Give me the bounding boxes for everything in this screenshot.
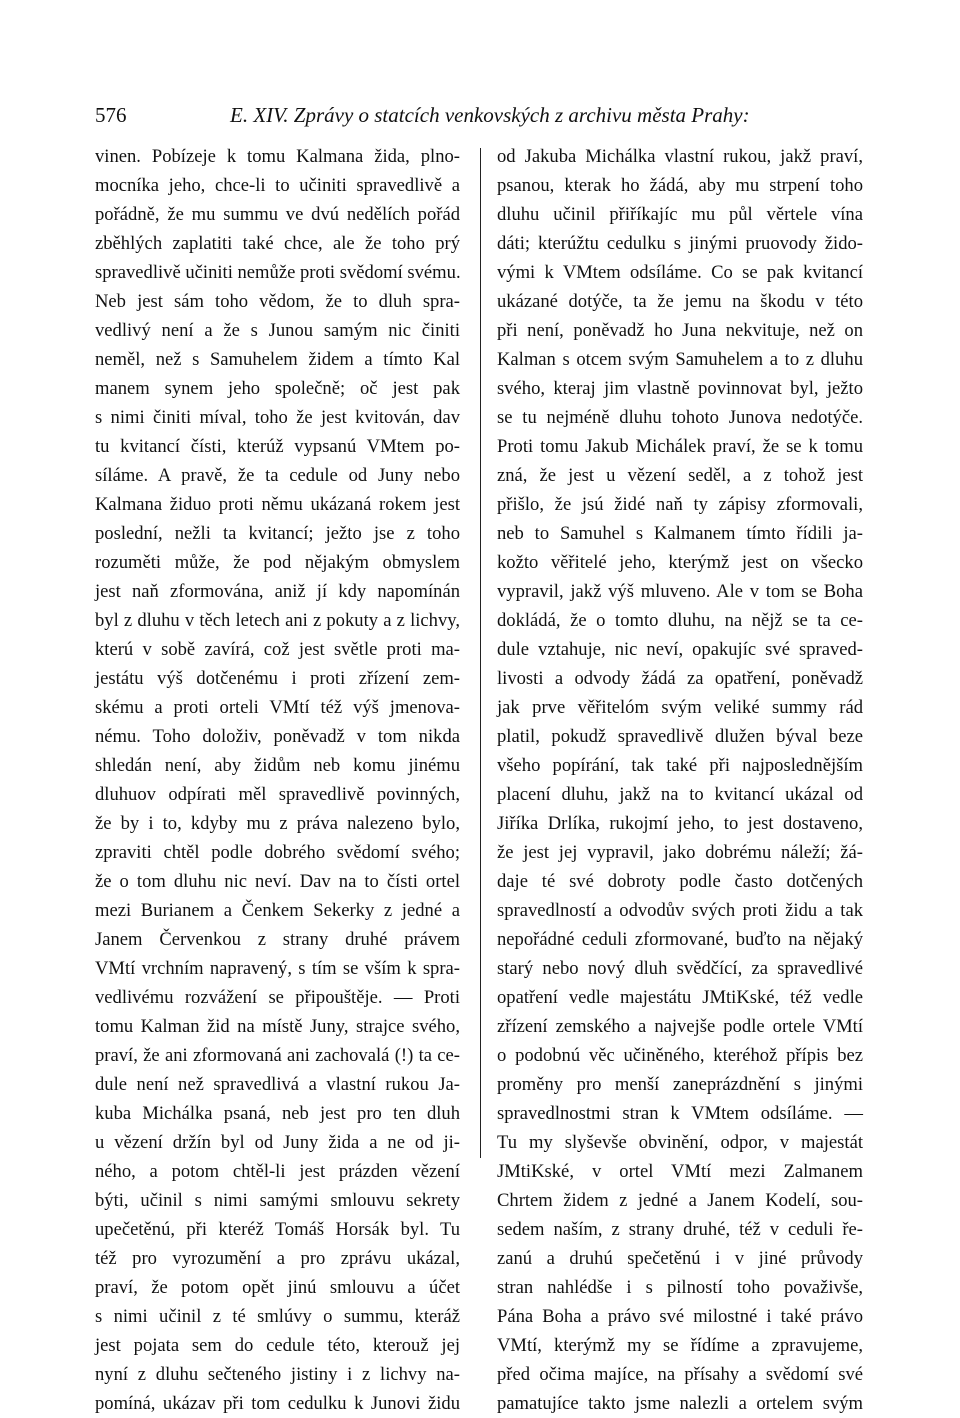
- text-line: Kalmana židuo proti němu ukázaná rokem jest: [95, 494, 460, 515]
- text-line: nyní z dluhu sečteného jistiny i z lichvy na-: [95, 1364, 460, 1385]
- text-line: neměl, než s Samuhelem židem a tímto Kal: [95, 349, 460, 370]
- text-line: poslední, nežli ta kvitancí; ježto jse z toho: [95, 523, 460, 544]
- text-line: vinen. Pobízeje k tomu Kalmana žida, plno-: [95, 146, 460, 167]
- text-line: že by i to, kdyby mu z práva nalezeno bylo,: [95, 813, 460, 834]
- text-line: jak prve věřitelóm svým veliké summy rád: [497, 697, 863, 718]
- text-line: proměny pro menší zaneprázdnění s jinými: [497, 1074, 863, 1095]
- text-line: nepořádné ceduli zformované, buďto na nějaký: [497, 929, 863, 950]
- text-line: vými k VMtem odsíláme. Co se pak kvitancí: [497, 262, 863, 283]
- text-line: s nimi učinil z té smlúvy o summu, kteráž: [95, 1306, 460, 1327]
- text-line: všeho popírání, tak také při najposlednějším: [497, 755, 863, 776]
- text-line: praví, že ani zformovaná ani zachovalá (!) ta ce-: [95, 1045, 460, 1066]
- column-divider: [480, 148, 481, 1158]
- text-line: spravedlivě učiniti nemůže proti svědomí svému.: [95, 262, 461, 283]
- text-line: skému a proti orteli VMtí též výš jmenova-: [95, 697, 460, 718]
- text-line: tu kvitancí čísti, kterúž vypsanú VMtem po-: [95, 436, 460, 457]
- text-line: shledán není, aby židům neb komu jinému: [95, 755, 460, 776]
- text-line: dluhu učinil přiříkajíc mu půl věrtele vína: [497, 204, 863, 225]
- text-line: že o tom dluhu nic neví. Dav na to čísti ortel: [95, 871, 460, 892]
- text-line: jestátu výš dotčenému i proti zřízení zem-: [95, 668, 460, 689]
- text-line: manem synem jeho společně; oč jest pak: [95, 378, 460, 399]
- text-line: dluhuov odpírati měl spravedlivě povinných,: [95, 784, 460, 805]
- text-line: Chrtem židem z jedné a Janem Kodelí, sou-: [497, 1190, 863, 1211]
- text-line: přišlo, že jsú židé naň ty zápisy zformovali,: [497, 494, 863, 515]
- text-line: placení dluhu, jakž na to kvitancí ukázal od: [497, 784, 863, 805]
- text-line: platil, pokudž spravedlivě dlužen býval beze: [497, 726, 863, 747]
- text-line: od Jakuba Michálka vlastní rukou, jakž praví,: [497, 146, 863, 167]
- text-line: o podobnú věc učiněného, kteréhož přípis bez: [497, 1045, 863, 1066]
- text-line: kuba Michálka psaná, neb jest pro ten dluh: [95, 1103, 460, 1124]
- text-line: dáti; kterúžtu cedulku s jinými pruovody žido-: [497, 233, 863, 254]
- left-column: [95, 142, 461, 1414]
- text-line: dule vztahuje, nic neví, opakujíc své spraved-: [497, 639, 863, 660]
- text-line: neb to Samuhel s Kalmanem tímto řídili ja-: [497, 523, 863, 544]
- text-line: Tu my slyševše obvinění, odpor, v majestát: [497, 1132, 863, 1153]
- text-line: Janem Červenkou z strany druhé právem: [95, 929, 460, 950]
- text-line: sedem naším, z strany druhé, též v ceduli ře-: [497, 1219, 863, 1240]
- text-line: VMtí, kterýmž my se řídíme a zpravujeme,: [497, 1335, 863, 1356]
- text-line: při není, poněvadž ho Juna nekvituje, než on: [497, 320, 863, 341]
- text-line: síláme. A pravě, že ta cedule od Juny nebo: [95, 465, 460, 486]
- text-line: kterú v sobě zavírá, což jest světle proti ma-: [95, 639, 460, 660]
- text-line: Neb jest sám toho vědom, že to dluh spra-: [95, 291, 460, 312]
- text-line: stran nahlédše i s pilností toho považivše,: [497, 1277, 863, 1298]
- text-line: vypravil, jakž výš mluveno. Ale v tom se Boha: [497, 581, 863, 602]
- text-line: vedlivý není a že s Junou samým nic činiti: [95, 320, 460, 341]
- text-line: jest pojata sem do cedule této, kterouž jej: [95, 1335, 460, 1356]
- text-line: zpraviti chtěl podle dobrého svědomí svého;: [95, 842, 460, 863]
- text-line: opatření vedle majestátu JMtiKské, též vedle: [497, 987, 863, 1008]
- text-line: mocníka jeho, chce-li to učiniti spravedlivě a: [95, 175, 460, 196]
- text-line: u vězení držín byl od Juny žida a ne od ji-: [95, 1132, 460, 1153]
- text-line: zná, že jest u vězení seděl, a z tohož jest: [497, 465, 863, 486]
- text-line: kožto věřitelé jeho, kterýmž jest on všecko: [497, 552, 863, 573]
- text-line: s nimi činiti míval, toho že jest kvitován, dav: [95, 407, 460, 428]
- text-line: livosti a odvody žádá za opatření, poněvadž: [497, 668, 863, 689]
- text-line: býti, učinil s nimi samými smlouvu sekrety: [95, 1190, 460, 1211]
- text-line: byl z dluhu v těch letech ani z pokuty a z lichvy,: [95, 610, 460, 631]
- text-line: dule není než spravedlivá a vlastní rukou Ja-: [95, 1074, 460, 1095]
- text-line: daje té své dobroty podle často dotčených: [497, 871, 863, 892]
- text-line: dokládá, že o tomto dluhu, na nějž se ta ce-: [497, 610, 863, 631]
- text-line: starý nebo nový dluh svědčící, za spravedlivé: [497, 958, 863, 979]
- text-line: že jest jej vypravil, jako dobrému náleží; žá-: [497, 842, 863, 863]
- text-line: vedlivému rozvážení se připouštěje. — Proti: [95, 987, 460, 1008]
- text-line: zběhlých zaplatiti také chce, ale že toho prý: [95, 233, 460, 254]
- text-line: pomíná, ukázav při tom cedulku k Junovi židu: [95, 1393, 460, 1414]
- text-line: se tu nejméně dluhu tohoto Junova nedotýče.: [497, 407, 863, 428]
- text-line: spravedlnostmi stran k VMtem odsíláme. —: [497, 1103, 863, 1124]
- text-line: JMtiKské, v ortel VMtí mezi Zalmanem: [497, 1161, 863, 1182]
- page-number: 576: [95, 103, 127, 127]
- text-line: Kalman s otcem svým Samuhelem a to z dluhu: [497, 349, 863, 370]
- text-line: tomu Kalman žid na místě Juny, strajce svého,: [95, 1016, 460, 1037]
- text-line: Jiříka Drlíka, rukojmí jeho, to jest dostaveno,: [497, 813, 863, 834]
- text-line: též pro vyrozumění a pro zprávu ukázal,: [95, 1248, 460, 1269]
- text-line: ukázané dotýče, ta že jemu na škodu v této: [497, 291, 863, 312]
- text-line: pamatujíce takto jsme nalezli a ortelem svým: [497, 1393, 863, 1414]
- text-line: před očima majíce, na přísahy a svědomí své: [497, 1364, 863, 1385]
- page-header: [95, 100, 875, 130]
- text-line: svého, kteraj jim vlastně povinnovat byl, ježto: [497, 378, 863, 399]
- text-line: zřízení zemského a najvejše podle ortele VMtí: [497, 1016, 863, 1037]
- text-line: ného, a potom chtěl-li jest prázden vězení: [95, 1161, 460, 1182]
- text-line: Pána Boha a právo své milostné i také právo: [497, 1306, 863, 1327]
- text-line: spravedlností a odvodův svých proti židu a tak: [497, 900, 863, 921]
- text-line: praví, že potom opět jinú smlouvu a účet: [95, 1277, 460, 1298]
- text-line: nému. Toho doloživ, poněvadž v tom nikda: [95, 726, 460, 747]
- text-line: rozuměti může, že pod nějakým obmyslem: [95, 552, 460, 573]
- right-column: [497, 142, 863, 1414]
- text-line: jest naň zformována, aniž jí kdy napomínán: [95, 581, 460, 602]
- text-line: mezi Burianem a Čenkem Sekerky z jedné a: [95, 900, 460, 921]
- text-line: zanú a druhú spečetěnú i v jiné průvody: [497, 1248, 863, 1269]
- text-line: psanou, kterak ho žádá, aby mu strpení toho: [497, 175, 863, 196]
- text-line: upečetěnú, při kteréž Tomáš Horsák byl. Tu: [95, 1219, 460, 1240]
- text-line: VMtí vrchním napravený, s tím se vším k spra-: [95, 958, 460, 979]
- running-head: E. XIV. Zprávy o statcích venkovských z archivu města Prahy:: [230, 103, 750, 127]
- text-line: pořádně, že mu summu ve dvú nedělích pořád: [95, 204, 460, 225]
- text-line: Proti tomu Jakub Michálek praví, že se k tomu: [497, 436, 863, 457]
